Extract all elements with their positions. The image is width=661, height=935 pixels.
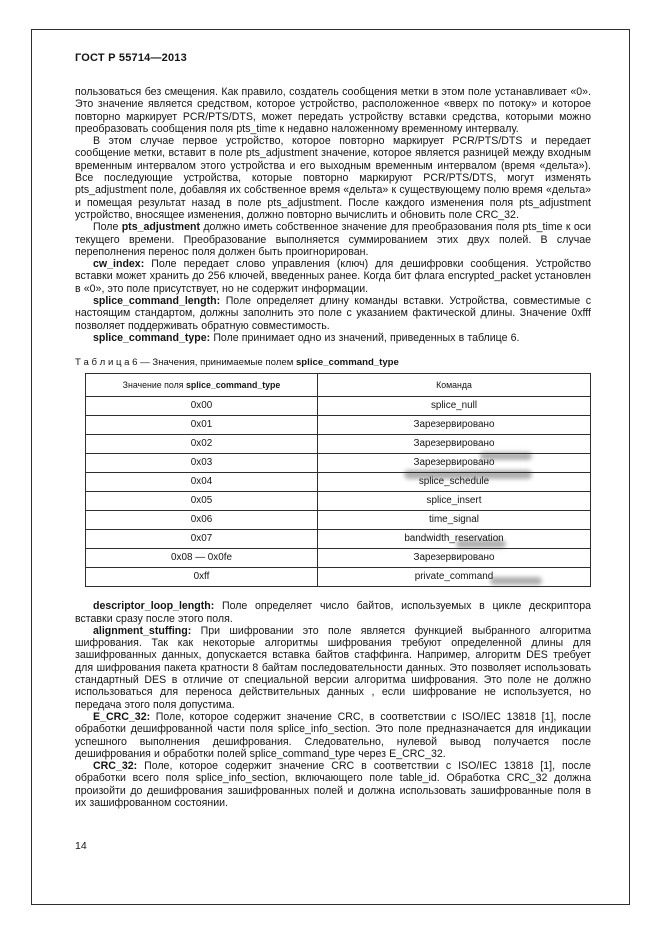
text-run: Поле, которое содержит значение CRC, в соответствии с ISO/IEC 13818 [1], после обработки дешифрованной части поля splice_info_section. Это поле предназначается для индикации успешного выполнения дешифрования. Следовательно, нулевой вывод получается после дешифрования и обработки полей splice_command_type через E_CRC_32. xyxy=(75,710,591,760)
paragraph-crc-32 xyxy=(75,760,591,809)
table-row xyxy=(86,549,591,568)
command-cell: private_command xyxy=(318,568,591,587)
value-cell: 0x07 xyxy=(86,530,318,549)
page-content xyxy=(75,52,591,809)
table-row xyxy=(86,568,591,587)
table-row xyxy=(86,397,591,416)
command-cell: Зарезервировано xyxy=(318,435,591,454)
command-cell: time_signal xyxy=(318,511,591,530)
command-cell: Зарезервировано xyxy=(318,416,591,435)
paragraph xyxy=(75,135,591,221)
bold-text-run: splice_command_type xyxy=(295,357,399,369)
value-cell: 0x08 — 0x0fe xyxy=(86,549,318,568)
command-cell: Зарезервировано xyxy=(318,549,591,568)
text-run: пользоваться без смещения. Как правило, создатель сообщения метки в этом поле устанавливает «0». Это значение является средством, которое устройство, расположенное «вверх по потоку» и которое повторно маркирует PCR/PTS/DTS, может передать устройству вставки средства, которыми можно преобразовать сообщения поля pts_time к недавно наложенному временному интервалу. xyxy=(75,86,591,135)
table-row xyxy=(86,492,591,511)
text-run: Значение поля xyxy=(122,380,186,391)
table-body xyxy=(86,397,591,587)
text-run: При шифровании это поле является функцией выбранного алгоритма шифрования. Так как некоторые алгоритмы шифрования требуют определенной длины для зашифрованных данных, допускается вставка байтов стаффинга. Например, алгоритм DES требует для шифрования пакета кратности 8 байтам последовательности данных. Это позволяет использовать стандартный DES в отличие от специальной версии алгоритма шифрования. Это поле не должно использоваться для переноса действительных данных , если шифрование не используется, но передача этого поля допустима. xyxy=(75,624,591,711)
paragraph-splice-command-type xyxy=(75,332,591,344)
bold-text-run: pts_adjustment xyxy=(121,221,200,234)
page-number: 14 xyxy=(75,840,87,852)
table-row xyxy=(86,530,591,549)
body-text-bottom xyxy=(75,600,591,809)
table-header-value-column xyxy=(86,374,318,397)
command-cell: splice_null xyxy=(318,397,591,416)
bold-text-run: splice_command_type xyxy=(185,380,281,391)
bold-text-run: splice_command_length: xyxy=(93,295,221,308)
bold-text-run: splice_command_type: xyxy=(93,331,211,344)
value-cell: 0x02 xyxy=(86,435,318,454)
paragraph-e-crc-32 xyxy=(75,711,591,760)
value-cell: 0x04 xyxy=(86,473,318,492)
paragraph-descriptor-loop-length xyxy=(75,600,591,625)
table-row xyxy=(86,435,591,454)
text-run: Поле, которое содержит значение CRC в соответствии с ISO/IEC 13818 [1], после обработки всего поля splice_info_section, включающего поле table_id. Обработка CRC_32 должна произойти до дешифрования зашифрованных полей и должна использовать зашифрованные поля в их зашифрованном состоянии. xyxy=(75,760,591,809)
command-cell: splice_insert xyxy=(318,492,591,511)
table-header-row xyxy=(86,374,591,397)
text-run: Поле принимает одно из значений, приведенных в таблице 6. xyxy=(210,331,520,344)
command-cell: Зарезервировано xyxy=(318,454,591,473)
bold-text-run: CRC_32: xyxy=(93,760,138,773)
text-run: Поле определяет число байтов, используемых в цикле дескриптора вставки сразу после этого поля. xyxy=(75,600,591,625)
value-cell: 0x03 xyxy=(86,454,318,473)
table-row xyxy=(86,511,591,530)
command-cell: bandwidth_reservation xyxy=(318,530,591,549)
document-number-header: ГОСТ Р 55714—2013 xyxy=(75,52,187,64)
body-text-top xyxy=(75,86,591,344)
value-cell: 0x01 xyxy=(86,416,318,435)
text-run: должно иметь собственное значение для преобразования поля pts_time к оси текущего времени. Преобразование выполняется суммированием этих двух полей. В случае переполнения перенос поля должен быть проигнорирован. xyxy=(75,221,591,258)
table-row xyxy=(86,416,591,435)
text-run: Т а б л и ц а 6 — Значения, принимаемые полем xyxy=(75,357,296,369)
paragraph-splice-command-length xyxy=(75,295,591,332)
command-cell: splice_schedule xyxy=(318,473,591,492)
paragraph xyxy=(75,221,591,258)
text-run: Поле определяет длину команды вставки. Устройства, совместимые с настоящим стандартом, должны заполнить это поле с указанием фактической длины. Значение 0xfff позволяет поддерживать обратную совместимость. xyxy=(75,295,591,332)
table-row xyxy=(86,473,591,492)
paragraph-continuation xyxy=(75,86,591,135)
value-cell: 0xff xyxy=(86,568,318,587)
text-run: Поле передает слово управления (ключ) для дешифровки сообщения. Устройство вставки может хранить до 256 ключей, введенных ранее. Когда бит флага encrypted_packet установлен в «0», это поле присутствует, но не содержит информации. xyxy=(75,258,591,295)
bold-text-run: descriptor_loop_length: xyxy=(93,600,215,613)
bold-text-run: alignment_stuffing: xyxy=(93,624,192,637)
value-cell: 0x05 xyxy=(86,492,318,511)
bold-text-run: cw_index: xyxy=(93,258,145,271)
paragraph-alignment-stuffing xyxy=(75,625,591,711)
paragraph-cw-index xyxy=(75,258,591,295)
bold-text-run: E_CRC_32: xyxy=(93,710,151,723)
text-run: Поле xyxy=(93,221,122,234)
table-caption xyxy=(75,357,591,368)
text-run: В этом случае первое устройство, которое повторно маркирует PCR/PTS/DTS и передает сообщение метки, вставит в поле pts_adjustment значение, которое является разницей между входным временным интервалом этого устройства и его выходным временным интервалом (время «дельта»). Все последующие устройства, которые повторно маркируют PCR/PTS/DTS, могут изменять pts_adjustment поле, добавляя их собственное время «дельта» к существующему полю время «дельта» и помещая результат назад в поле pts_adjustment. После каждого изменения поля pts_adjustment устройство, вносящее изменения, должно повторно вычислить и обновить поле CRC_32. xyxy=(75,135,591,221)
value-cell: 0x00 xyxy=(86,397,318,416)
value-cell: 0x06 xyxy=(86,511,318,530)
table-row xyxy=(86,454,591,473)
splice-command-type-table xyxy=(85,373,591,587)
table-header-command-column: Команда xyxy=(318,374,591,397)
